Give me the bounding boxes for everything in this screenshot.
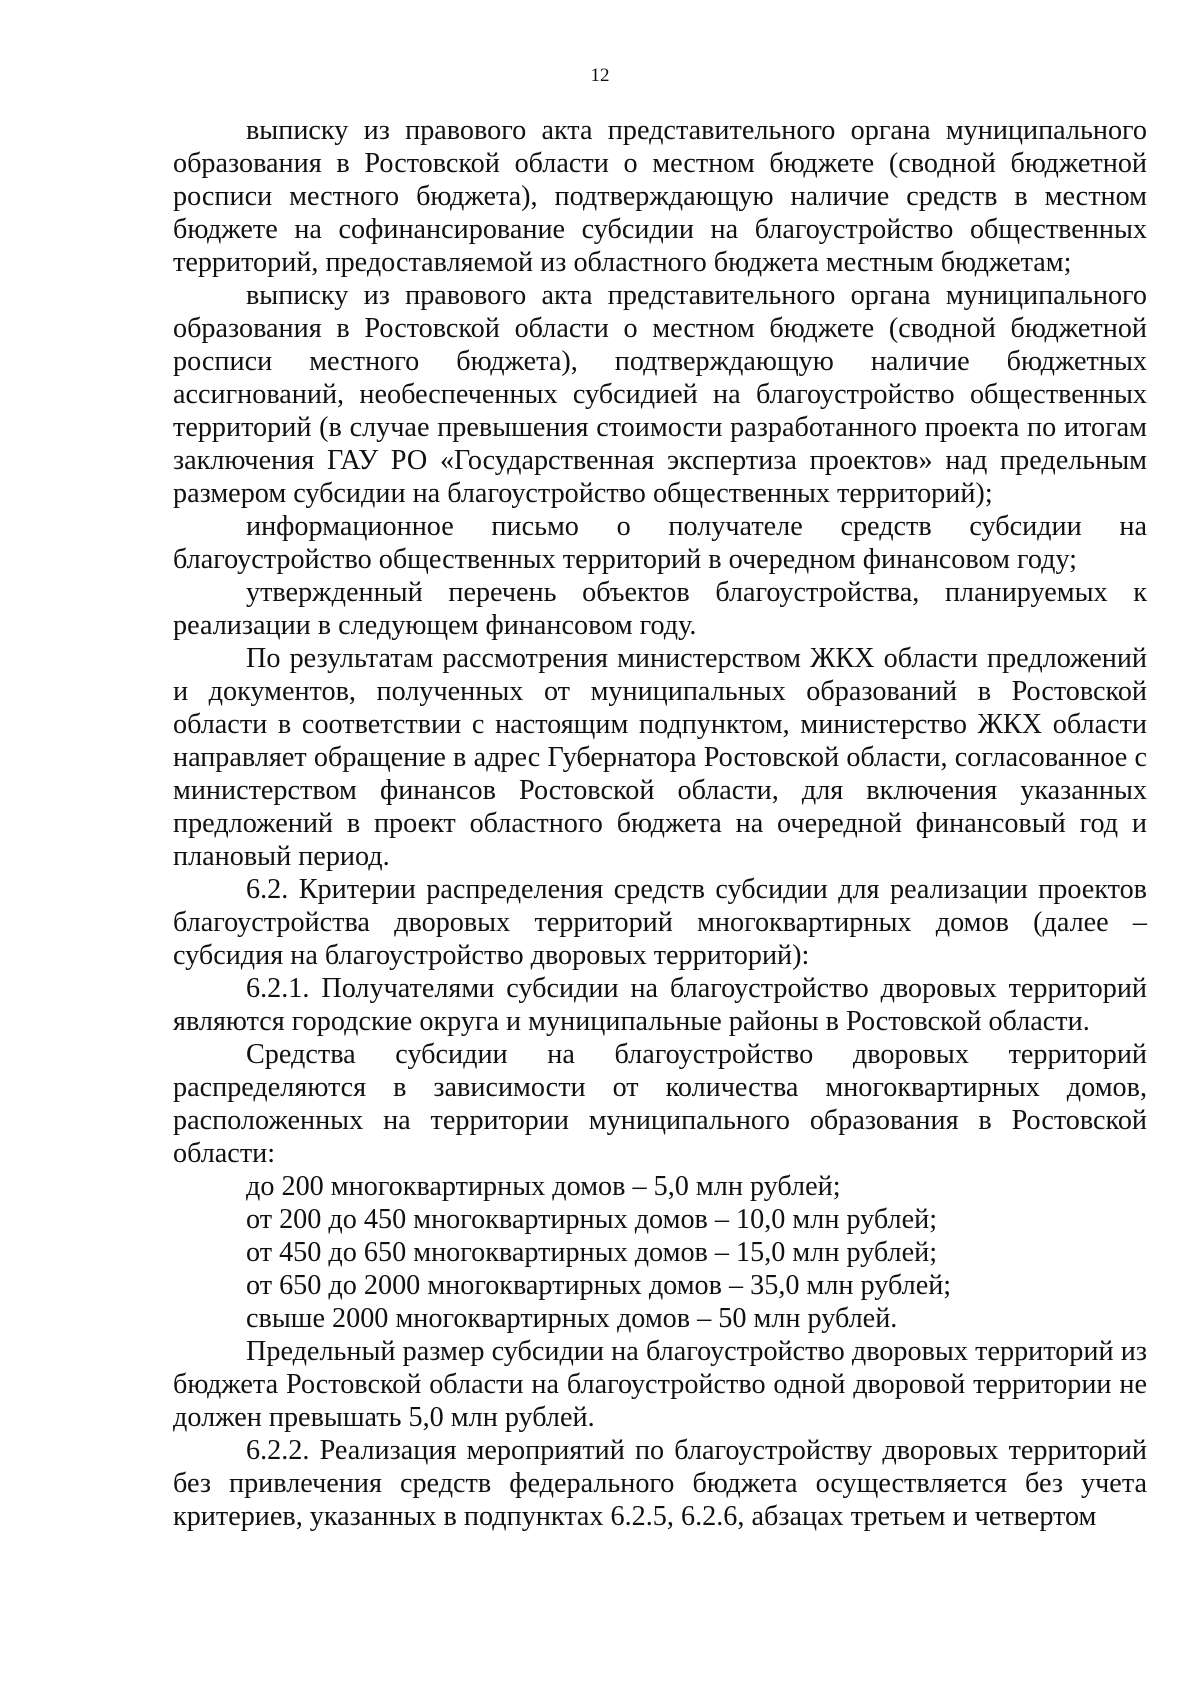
paragraph-budget-extract-allocations: выписку из правового акта представительного органа муниципального образования в Ростовской области о местном бюджете (сводной бюджетной росписи местного бюджета), подтверждающую наличие бюджетных ассигнований, необеспеченных субсидией на благоустройство общественных территорий (в случае превышения стоимости разработанного проекта по итогам заключения ГАУ РО «Государственная экспертиза проектов» над предельным размером субсидии на благоустройство общественных территорий); xyxy=(173,280,1147,509)
paragraph-budget-extract-cofinancing: выписку из правового акта представительного органа муниципального образования в Ростовской области о местном бюджете (сводной бюджетной росписи местного бюджета), подтверждающую наличие средств в местном бюджете на софинансирование субсидии на благоустройство общественных территорий, предоставляемой из областного бюджета местным бюджетам; xyxy=(173,115,1147,278)
list-item-650-to-2000: от 650 до 2000 многоквартирных домов – 35,0 млн рублей; xyxy=(246,1270,952,1301)
page-number: 12 xyxy=(590,65,610,86)
paragraph-maximum-subsidy: Предельный размер субсидии на благоустройство дворовых территорий из бюджета Ростовской области на благоустройство одной дворовой территории не должен превышать 5,0 млн рублей. xyxy=(173,1336,1147,1433)
paragraph-section-6-2-2: 6.2.2. Реализация мероприятий по благоустройству дворовых территорий без привлечения средств федерального бюджета осуществляется без учета критериев, указанных в подпунктах 6.2.5, 6.2.6, абзацах третьем и четвертом xyxy=(173,1435,1147,1532)
paragraph-section-6-2-1: 6.2.1. Получателями субсидии на благоустройство дворовых территорий являются городские округа и муниципальные районы в Ростовской области. xyxy=(173,973,1147,1037)
document-body xyxy=(173,114,1147,1533)
list-item-450-to-650: от 450 до 650 многоквартирных домов – 15,0 млн рублей; xyxy=(246,1237,938,1268)
paragraph-distribution-rule: Средства субсидии на благоустройство дворовых территорий распределяются в зависимости от количества многоквартирных домов, расположенных на территории муниципального образования в Ростовской области: xyxy=(173,1039,1147,1169)
list-item-over-2000: свыше 2000 многоквартирных домов – 50 млн рублей. xyxy=(246,1303,898,1334)
paragraph-approved-list: утвержденный перечень объектов благоустройства, планируемых к реализации в следующем финансовом году. xyxy=(173,577,1147,641)
paragraph-section-6-2: 6.2. Критерии распределения средств субсидии для реализации проектов благоустройства дворовых территорий многоквартирных домов (далее – субсидия на благоустройство дворовых территорий): xyxy=(173,874,1147,971)
list-item-200-to-450: от 200 до 450 многоквартирных домов – 10,0 млн рублей; xyxy=(246,1204,938,1235)
paragraph-review-results: По результатам рассмотрения министерством ЖКХ области предложений и документов, полученных от муниципальных образований в Ростовской области в соответствии с настоящим подпунктом, министерство ЖКХ области направляет обращение в адрес Губернатора Ростовской области, согласованное с министерством финансов Ростовской области, для включения указанных предложений в проект областного бюджета на очередной финансовый год и плановый период. xyxy=(173,643,1147,872)
paragraph-information-letter: информационное письмо о получателе средств субсидии на благоустройство общественных территорий в очередном финансовом году; xyxy=(173,511,1147,575)
list-item-up-to-200: до 200 многоквартирных домов – 5,0 млн рублей; xyxy=(246,1171,841,1202)
